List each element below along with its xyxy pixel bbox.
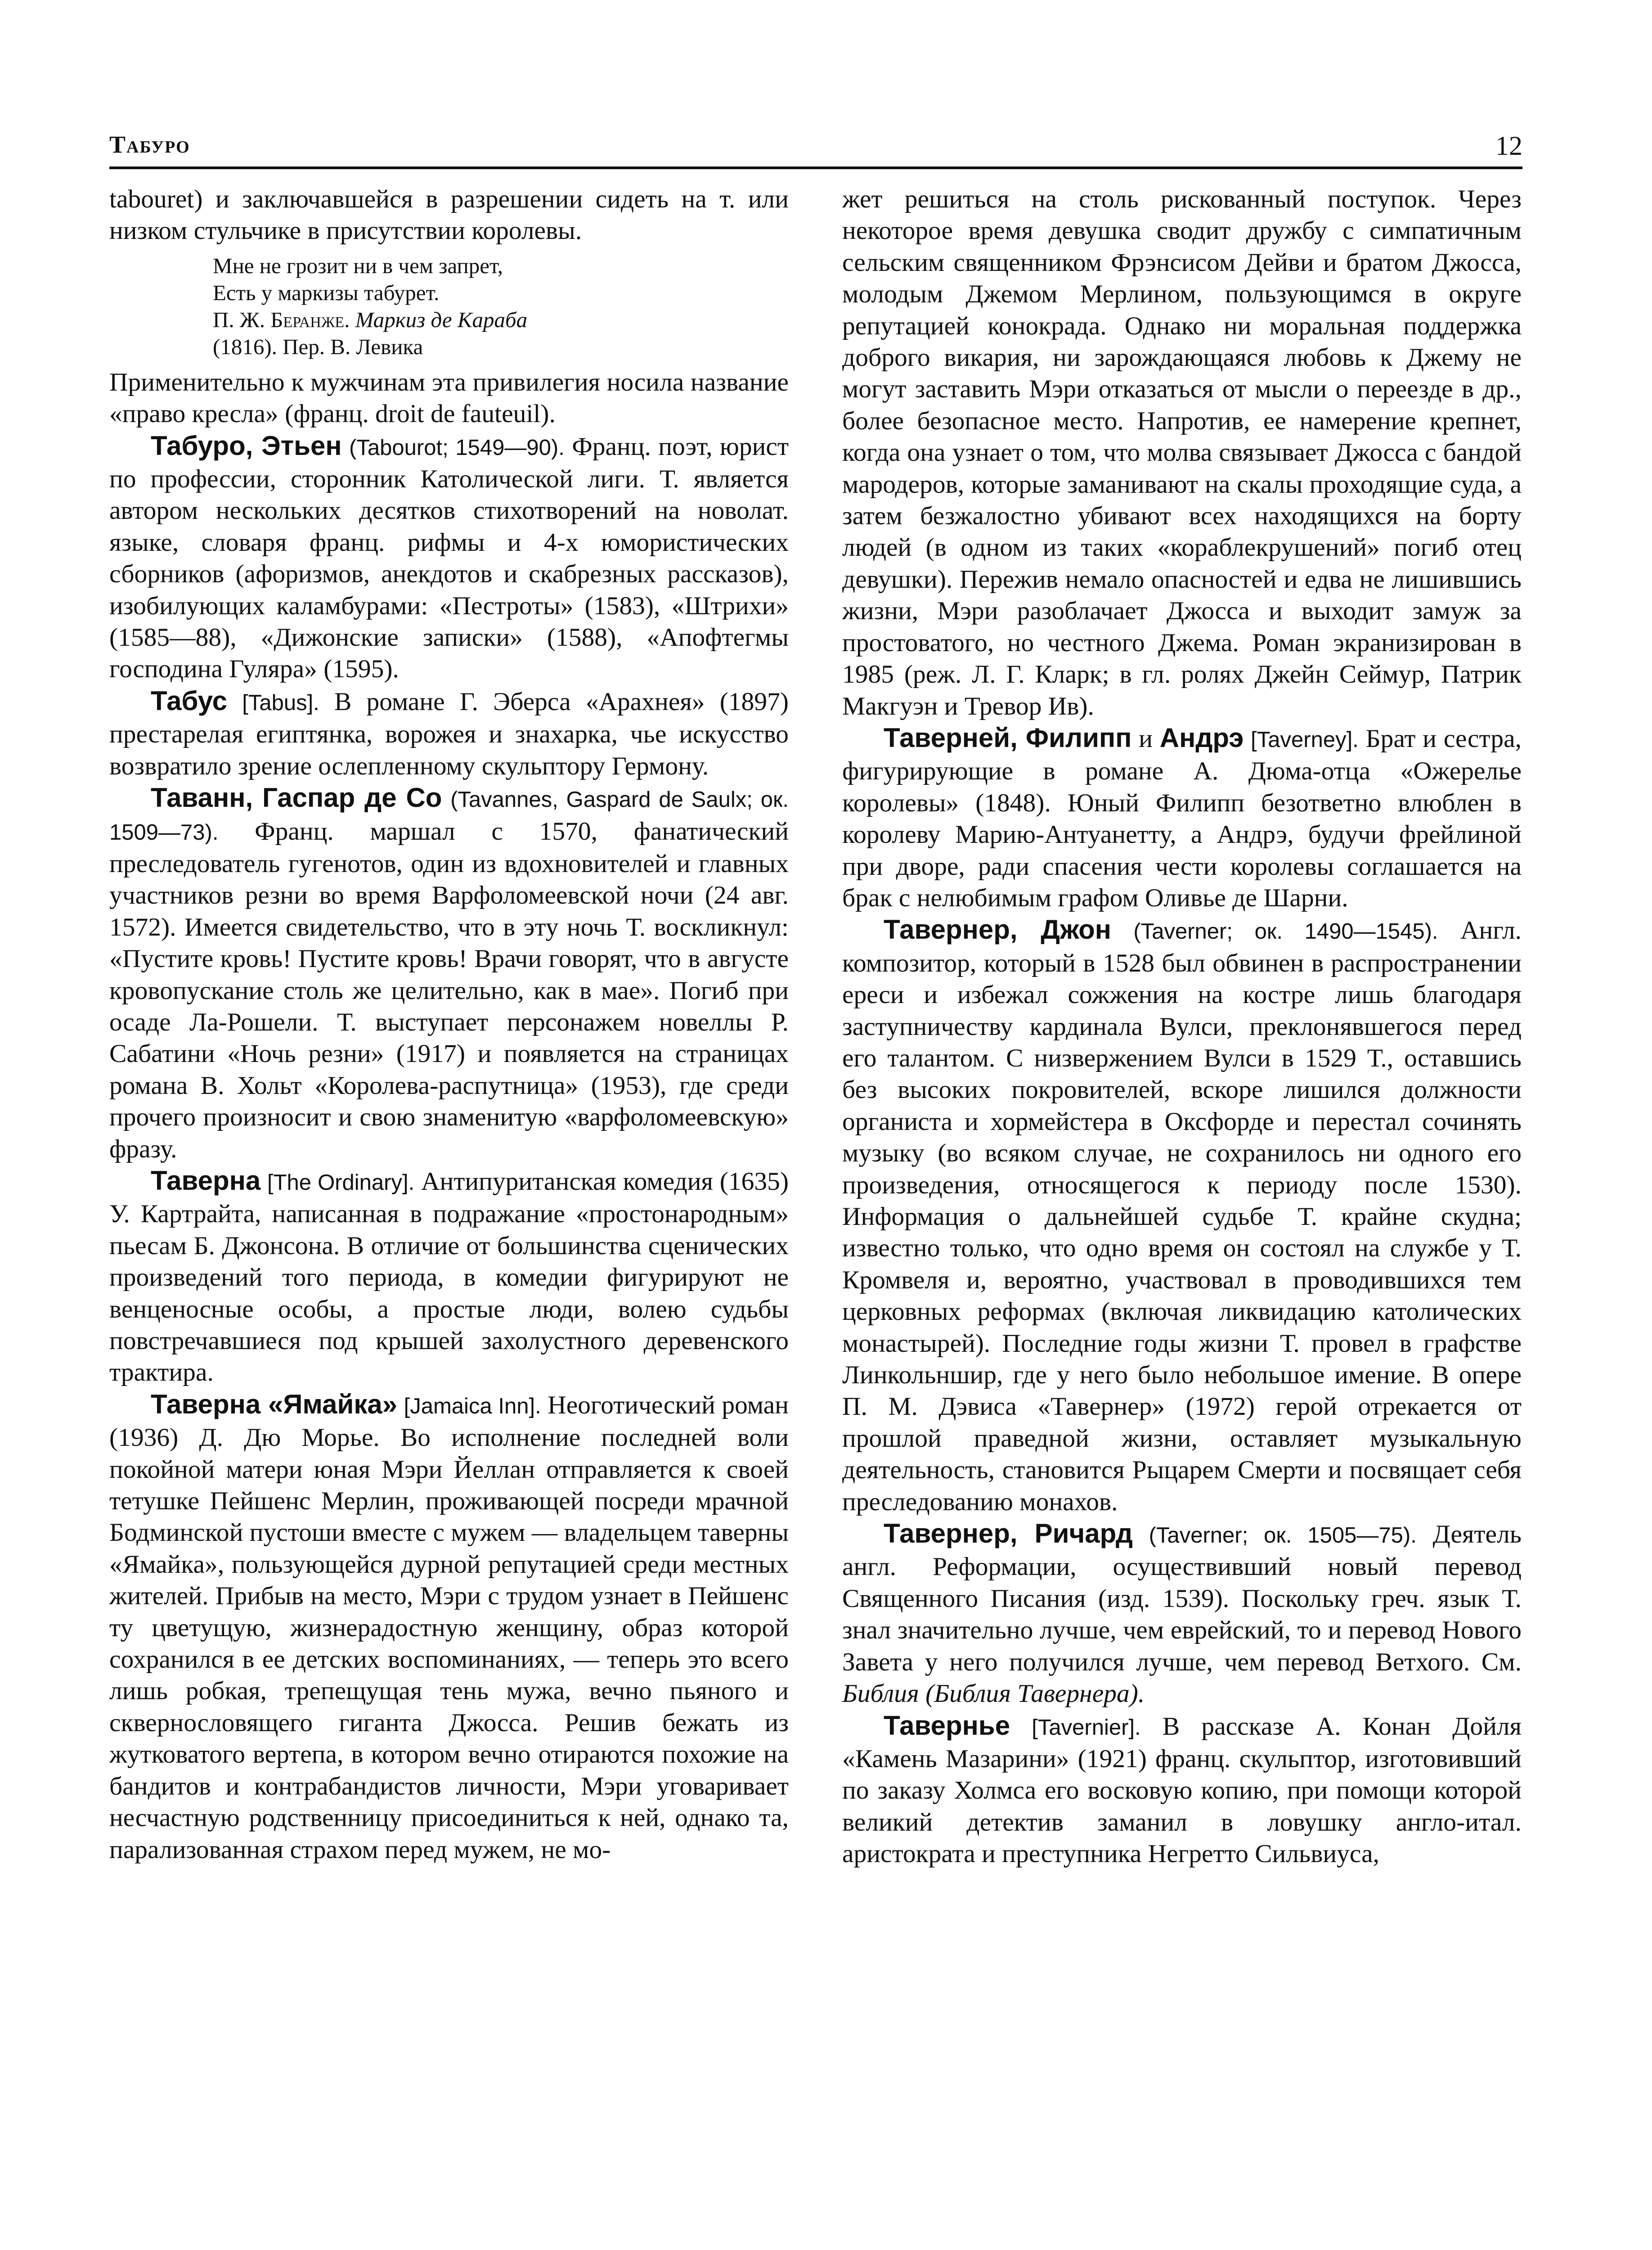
cross-reference: Библия (Библия Тавернера). — [842, 1679, 1145, 1708]
entry-headword: Таверна «Ямайка» — [151, 1389, 398, 1419]
entry-origin: [Tabus]. — [242, 690, 319, 715]
entry-headword: Табуро, Этьен — [151, 430, 342, 461]
verse-quote — [213, 252, 789, 360]
right-column — [842, 184, 1522, 1870]
left-column — [109, 184, 789, 1866]
entry-text: Брат и сестра, фигурирующие в романе А. Дюма-отца «Ожерелье королевы» (1848). Юный Филипп безответно влюблен в королеву Марию-Антуанетту, а Андрэ, будучи фрейлиной при дворе, ради спасения чести королевы соглашается на брак с нелюбимым графом Оливье де Шарни. — [842, 724, 1522, 912]
entry-origin: (Taverner; ок. 1490—1545). — [1133, 919, 1438, 944]
page-number: 12 — [1495, 131, 1522, 161]
entry-origin: (Tabourot; 1549—90). — [349, 435, 565, 460]
entry-text: Франц. маршал с 1570, фанатический преследователь гугенотов, один из вдохновителей и главных участников резни во время Варфоломеевской ночи (24 авг. 1572). Имеется свидетельство, что в эту ночь Т. воскликнул: «Пустите кровь! Пустите кровь! Врачи говорят, что в августе кровопускание столь же целительно, как в мае». Погиб при осаде Ла-Рошели. Т. выступает персонажем новеллы Р. Сабатини «Ночь резни» (1917) и появляется на страницах романа В. Хольт «Королева-распутница» (1953), где среди прочего произносит и свою знаменитую «варфоломеевскую» фразу. — [109, 817, 789, 1163]
entry-taverna-jamaica — [109, 1389, 789, 1866]
entry-headword: Тавернер, Джон — [884, 914, 1111, 945]
entry-headword-second: Андрэ — [1159, 722, 1244, 753]
verse-attribution — [213, 306, 789, 333]
entry-text: Деятель англ. Реформации, осуществивший новый перевод Священного Писания (изд. 1539). Поскольку греч. язык Т. знал значительно лучше, чем еврейский, то и перевод Нового Завета у него получился лучше, чем перевод Ветхого. См. — [842, 1520, 1522, 1676]
entry-text: В рассказе А. Конан Дойля «Камень Мазарини» (1921) франц. скульптор, изготовивший по заказу Холмса его восковую копию, при помощи которой великий детектив заманил в ловушку англо-итал. аристократа и преступника Негретто Сильвиуса, — [842, 1712, 1522, 1868]
intro-tail: Применительно к мужчинам эта привилегия носила название «право кресла» (франц. droit de fauteuil). — [109, 368, 789, 428]
entry-taverney — [842, 722, 1522, 914]
entry-text: Англ. композитор, который в 1528 был обвинен в распространении ереси и избежал сожжения на костре лишь благодаря заступничеству кардинала Вулси, преклонявшегося перед его талантом. С низвержением Вулси в 1529 Т., оставшись без высоких покровителей, вскоре лишился должности органиста и хормейстера в Оксфорде и перестал сочинять музыку (во всяком случае, не сохранилось ни одного его произведения, относящегося к периоду после 1530). Информация о дальнейшей судьбе Т. крайне скудна; известно только, что одно время он состоял на службе у Т. Кромвеля и, вероятно, участвовал в проводившихся тем церковных реформах (включая ликвидацию католических монастырей). Последние годы жизни Т. провел в графстве Линкольншир, где у него было небольшое имение. В опере П. М. Дэвиса «Тавернер» (1972) герой отрекается от прошлой праведной жизни, оставляет музыкальную деятельность, становится Рыцарем Смерти и посвящает себя преследованию монахов. — [842, 916, 1522, 1516]
entry-taburo-etien — [109, 430, 789, 685]
entry-headword: Таванн, Гаспар де Со — [151, 783, 442, 813]
entry-text: Антипуританская комедия (1635) У. Картрайта, написанная в подражание «простонародным» пьесам Б. Джонсона. В отличие от большинства сценических произведений того периода, в комедии фигурируют не венценосные особы, а простые люди, волею судьбы повстречавшиеся под крышей захолустного деревенского трактира. — [109, 1167, 789, 1387]
verse-line: Есть у маркизы табурет. — [213, 280, 440, 305]
header-rule — [109, 166, 1522, 169]
entry-headword: Таверней, Филипп — [884, 722, 1132, 753]
entry-tavann — [109, 782, 789, 1165]
entry-taverna — [109, 1165, 789, 1389]
entry-origin: (Taverner; ок. 1505—75). — [1149, 1523, 1417, 1548]
verse-work: Маркиз де Караба — [355, 307, 528, 332]
entry-taverner-richard — [842, 1518, 1522, 1710]
entry-continuation: жет решиться на столь рискованный поступок. Через некоторое время девушка сводит дружбу с симпатичным сельским священником Фрэнсисом Дейви и братом Джосса, молодым Джемом Мерлином, пользующимся в округе репутацией конокрада. Однако ни моральная поддержка доброго викария, ни зарождающаяся любовь к Джему не могут заставить Мэри отказаться от мысли о переезде в др., более безопасное место. Напротив, ее намерение крепнет, когда она узнает о том, что молва связывает Джосса с бандой мародеров, которые заманивают на скалы проходящие суда, а затем безжалостно убивают всех находящихся на борту людей (в одном из таких «кораблекрушений» погиб отец девушки). Пережив немало опасностей и едва не лишившись жизни, Мэри разоблачает Джосса и выходит замуж за простоватого, но честного Джема. Роман экранизирован в 1985 (реж. Л. Г. Кларк; в гл. ролях Джейн Сеймур, Патрик Макгуэн и Тревор Ив). — [842, 185, 1522, 720]
entry-headword: Тавернье — [884, 1710, 1010, 1741]
entry-origin: [Taverney]. — [1251, 727, 1359, 752]
entry-origin: [Tavernier]. — [1032, 1715, 1141, 1740]
entry-text: В романе Г. Эберса «Арахнея» (1897) престарелая египтянка, ворожея и знахарка, чье искусство возвратило зрение ослепленному скульптору Гермону. — [109, 687, 789, 780]
entry-headword: Таверна — [151, 1165, 261, 1196]
running-head: Табуро — [109, 131, 190, 158]
intro-continuation: tabouret) и заключавшейся в разрешении сидеть на т. или низком стульчике в присутствии королевы. — [109, 185, 789, 245]
entry-origin: [The Ordinary]. — [267, 1170, 415, 1195]
entry-origin: [Jamaica Inn]. — [404, 1394, 541, 1418]
verse-line: Мне не грозит ни в чем запрет, — [213, 253, 503, 278]
entry-conjunction: и — [1139, 724, 1153, 753]
verse-source: (1816). Пер. В. Левика — [213, 334, 423, 359]
entry-text: Франц. поэт, юрист по профессии, сторонник Католической лиги. Т. является автором нескольких десятков стихотворений на новолат. языке, словаря франц. рифмы и 4-х юмористических сборников (афоризмов, анекдотов и скабрезных рассказов), изобилующих каламбурами: «Пестроты» (1583), «Штрихи» (1585—88), «Дижонские записки» (1588), «Апофтегмы господина Гуляра» (1595). — [109, 432, 789, 684]
entry-tabus — [109, 685, 789, 782]
entry-taverner-john — [842, 914, 1522, 1518]
entry-text: Неоготический роман (1936) Д. Дю Морье. Во исполнение последней воли покойной матери юная Мэри Йеллан отправляется к своей тетушке Пейшенс Мерлин, проживающей посреди мрачной Бодминской пустоши вместе с мужем — владельцем таверны «Ямайка», пользующейся дурной репутацией среди местных жителей. Прибыв на место, Мэри с трудом узнает в Пейшенс ту цветущую, жизнерадостную женщину, образ которой сохранился в ее детских воспоминаниях, — теперь это всего лишь робкая, трепещущая тень мужа, вечно пьяного и сквернословящего гиганта Джосса. Решив бежать из жутковатого вертепа, в котором вечно отираются похожие на бандитов и контрабандистов личности, Мэри уговаривает несчастную родственницу присоединиться к ней, однако та, парализованная страхом перед мужем, не мо- — [109, 1390, 789, 1864]
entry-origin: (Tavannes, Gaspard de Saulx; ок. 1509—73). — [109, 788, 789, 845]
verse-author: П. Ж. Беранже. — [213, 307, 350, 332]
entry-headword: Табус — [151, 685, 228, 716]
entry-tavernier — [842, 1710, 1522, 1870]
entry-headword: Тавернер, Ричард — [884, 1518, 1133, 1549]
